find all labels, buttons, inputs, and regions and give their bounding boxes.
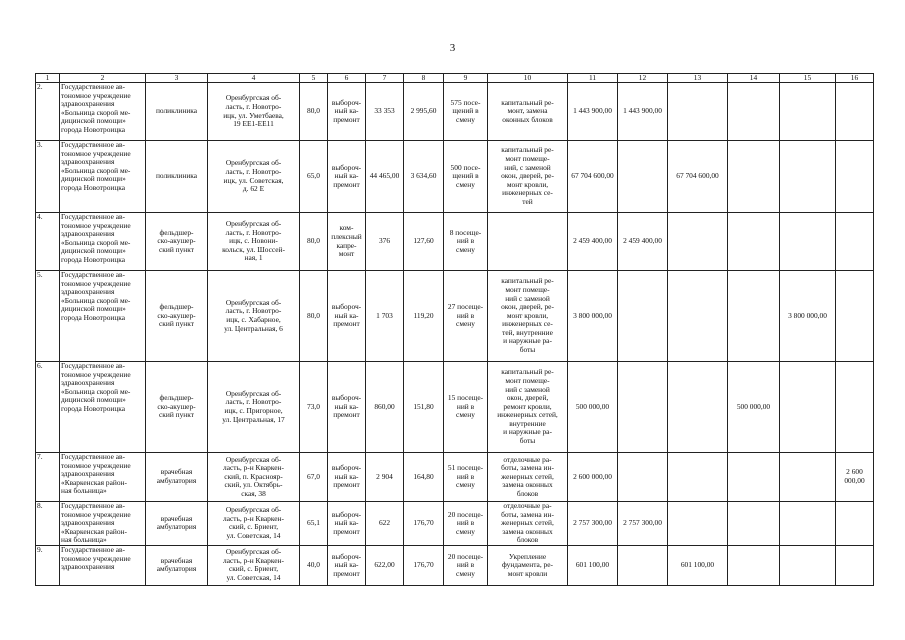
table-cell: 3 634,60 [404, 141, 444, 213]
column-header: 12 [618, 74, 668, 83]
column-header: 14 [728, 74, 780, 83]
column-header: 3 [146, 74, 208, 83]
table-row [36, 545, 874, 585]
table-cell: 2 459 400,00 [618, 213, 668, 271]
table-cell: выбороч- ный ка- премонт [328, 83, 366, 141]
table-cell: 8 посеще- ний в смену [444, 213, 488, 271]
table-cell: Оренбургская об- ласть, г. Новотро- ицк, с. Хабарное, ул. Центральная, 6 [208, 271, 300, 362]
table-cell: 119,20 [404, 271, 444, 362]
table-cell: 2 459 400,00 [568, 213, 618, 271]
table-cell [780, 453, 836, 502]
table-cell [780, 362, 836, 453]
table-cell: 1 443 900,00 [618, 83, 668, 141]
table-cell [668, 83, 728, 141]
table-cell [728, 271, 780, 362]
table-cell [728, 141, 780, 213]
table-cell: 80,0 [300, 83, 328, 141]
table-cell [836, 213, 874, 271]
table-cell: 20 посеще- ний в смену [444, 502, 488, 546]
table-cell: 27 посеще- ний в смену [444, 271, 488, 362]
table-cell [668, 502, 728, 546]
table-cell: выбороч- ный ка- премонт [328, 141, 366, 213]
table-cell [618, 141, 668, 213]
table-cell: 20 посеще- ний в смену [444, 545, 488, 585]
table-cell: 2. [36, 83, 60, 141]
column-header: 1 [36, 74, 60, 83]
table-cell: врачебная амбулатория [146, 502, 208, 546]
table-cell: 65,1 [300, 502, 328, 546]
table-row [36, 83, 874, 141]
table-cell: капитальный ре- монт помеще- ний с заменой окон, дверей, ре- монт кровли, инженерных се- тей, внутренние и наружные ра- боты [488, 271, 568, 362]
table-cell: выбороч- ный ка- премонт [328, 545, 366, 585]
table-cell: 6. [36, 362, 60, 453]
table-cell: 1 443 900,00 [568, 83, 618, 141]
table-cell: 601 100,00 [568, 545, 618, 585]
table-cell: Государственное ав- тономное учреждение здравоохранения «Больница скорой ме- дицинской помощи» города Новотроицка [60, 271, 146, 362]
table-cell: 176,70 [404, 502, 444, 546]
table-header-row [36, 74, 874, 83]
column-header: 16 [836, 74, 874, 83]
table-cell: 127,60 [404, 213, 444, 271]
column-header: 8 [404, 74, 444, 83]
table-row [36, 213, 874, 271]
table-cell: 44 465,00 [366, 141, 404, 213]
table-cell: 2 757 300,00 [618, 502, 668, 546]
table-cell: 5. [36, 271, 60, 362]
table-cell: 3 800 000,00 [568, 271, 618, 362]
table-cell [618, 271, 668, 362]
data-table [35, 73, 874, 586]
table-cell: Государственное ав- тономное учреждение здравоохранения «Больница скорой ме- дицинской помощи» города Новотроицка [60, 213, 146, 271]
table-cell: 67 704 600,00 [568, 141, 618, 213]
table-cell: врачебная амбулатория [146, 453, 208, 502]
table-cell [836, 502, 874, 546]
table-cell: Государственное ав- тономное учреждение здравоохранения «Больница скорой ме- дицинской помощи» города Новотроицка [60, 362, 146, 453]
table-cell: 73,0 [300, 362, 328, 453]
table-cell: капитальный ре- монт, замена оконных блоков [488, 83, 568, 141]
table-cell: отделочные ра- боты, замена ин- женерных сетей, замена оконных блоков [488, 453, 568, 502]
table-cell: выбороч- ный ка- премонт [328, 453, 366, 502]
column-header: 6 [328, 74, 366, 83]
table-cell: врачебная амбулатория [146, 545, 208, 585]
table-row [36, 502, 874, 546]
table-cell: ком- плексный капре- монт [328, 213, 366, 271]
table-cell: Государственное ав- тономное учреждение здравоохранения «Больница скорой ме- дицинской помощи» города Новотроицка [60, 83, 146, 141]
table-cell: 51 посеще- ний в смену [444, 453, 488, 502]
table-cell: 8. [36, 502, 60, 546]
table-cell: 860,00 [366, 362, 404, 453]
table-cell [836, 362, 874, 453]
table-cell [618, 362, 668, 453]
table-cell: 2 600 000,00 [568, 453, 618, 502]
table-cell: Оренбургская об- ласть, г. Новотро- ицк, ул. Уметбаева, 19 ЕЕ1-ЕЕ11 [208, 83, 300, 141]
table-cell: Оренбургская об- ласть, р-н Кваркен- ский, с. Бриент, ул. Советская, 14 [208, 545, 300, 585]
table-cell: Оренбургская об- ласть, г. Новотро- ицк, с. Пригорное, ул. Центральная, 17 [208, 362, 300, 453]
table-cell [488, 213, 568, 271]
table-cell: 575 посе- щений в смену [444, 83, 488, 141]
column-header: 15 [780, 74, 836, 83]
table-cell: 7. [36, 453, 60, 502]
table-cell: 80,0 [300, 213, 328, 271]
table-row [36, 141, 874, 213]
table-cell [780, 502, 836, 546]
table-cell: 67,0 [300, 453, 328, 502]
table-cell: 500 посе- щений в смену [444, 141, 488, 213]
table-cell: фельдшер- ско-акушер- ский пункт [146, 213, 208, 271]
column-header: 10 [488, 74, 568, 83]
table-cell: 601 100,00 [668, 545, 728, 585]
table-cell: 40,0 [300, 545, 328, 585]
table-cell [780, 545, 836, 585]
column-header: 11 [568, 74, 618, 83]
table-cell [728, 545, 780, 585]
table-cell: 2 904 [366, 453, 404, 502]
table-cell: 3 800 000,00 [780, 271, 836, 362]
table-cell: Оренбургская об- ласть, г. Новотро- ицк, ул. Советская, д. 62 Е [208, 141, 300, 213]
table-cell: Оренбургская об- ласть, р-н Кваркен- ский, с. Бриент, ул. Советская, 14 [208, 502, 300, 546]
table-cell: 65,0 [300, 141, 328, 213]
column-header: 4 [208, 74, 300, 83]
table-cell: 4. [36, 213, 60, 271]
table-cell: 3. [36, 141, 60, 213]
table-cell: 33 353 [366, 83, 404, 141]
column-header: 13 [668, 74, 728, 83]
table-cell [780, 141, 836, 213]
table-cell [618, 453, 668, 502]
table-cell: Оренбургская об- ласть, г. Новотро- ицк, с. Новони- кольск, ул. Шоссей- ная, 1 [208, 213, 300, 271]
table-cell: 15 посеще- ний в смену [444, 362, 488, 453]
table-cell: выбороч- ный ка- премонт [328, 502, 366, 546]
table-cell: 151,80 [404, 362, 444, 453]
table-row [36, 362, 874, 453]
page-number: 3 [449, 42, 456, 54]
table-cell: 1 703 [366, 271, 404, 362]
table-cell [780, 213, 836, 271]
table-row [36, 271, 874, 362]
table-cell [836, 545, 874, 585]
table-cell: 2 600 000,00 [836, 453, 874, 502]
table-cell [668, 362, 728, 453]
table-cell: 67 704 600,00 [668, 141, 728, 213]
table-cell [668, 453, 728, 502]
table-cell: Государственное ав- тономное учреждение здравоохранения «Кваркенская район- ная больница» [60, 502, 146, 546]
table-cell [668, 271, 728, 362]
table-cell: Государственное ав- тономное учреждение здравоохранения «Больница скорой ме- дицинской помощи» города Новотроицка [60, 141, 146, 213]
column-header: 5 [300, 74, 328, 83]
table-cell: 9. [36, 545, 60, 585]
table-cell [836, 271, 874, 362]
table-cell: 164,80 [404, 453, 444, 502]
table-cell [780, 83, 836, 141]
table-cell: 2 757 300,00 [568, 502, 618, 546]
table-cell [836, 141, 874, 213]
table-cell: Оренбургская об- ласть, р-н Кваркен- ский, п. Краснояр- ский, ул. Октябрь- ская, 38 [208, 453, 300, 502]
table-cell: фельдшер- ско-акушер- ский пункт [146, 362, 208, 453]
table-cell [836, 83, 874, 141]
table-cell [728, 502, 780, 546]
table-cell: 176,70 [404, 545, 444, 585]
table-cell [618, 545, 668, 585]
table-cell: выбороч- ный ка- премонт [328, 362, 366, 453]
table-cell: 80,0 [300, 271, 328, 362]
table-cell: Государственное ав- тономное учреждение здравоохранения «Кваркенская район- ная больница» [60, 453, 146, 502]
table-cell: 622,00 [366, 545, 404, 585]
table-cell: 500 000,00 [568, 362, 618, 453]
table-cell: капитальный ре- монт помеще- ний, с заменой окон, дверей, ре- монт кровли, инженерных се- тей [488, 141, 568, 213]
column-header: 9 [444, 74, 488, 83]
column-header: 2 [60, 74, 146, 83]
table-cell: отделочные ра- боты, замена ин- женерных сетей, замена оконных блоков [488, 502, 568, 546]
table-row [36, 453, 874, 502]
table-cell: поликлиника [146, 141, 208, 213]
table-cell [728, 213, 780, 271]
table-cell [728, 83, 780, 141]
column-header: 7 [366, 74, 404, 83]
table-cell: 376 [366, 213, 404, 271]
table-cell: 500 000,00 [728, 362, 780, 453]
table-cell [668, 213, 728, 271]
table-cell: Укрепление фундамента, ре- монт кровли [488, 545, 568, 585]
table-cell: 2 995,60 [404, 83, 444, 141]
table-cell: поликлиника [146, 83, 208, 141]
table-cell [728, 453, 780, 502]
table-cell: выбороч- ный ка- премонт [328, 271, 366, 362]
table-cell: 622 [366, 502, 404, 546]
table-cell: фельдшер- ско-акушер- ский пункт [146, 271, 208, 362]
table-cell: капитальный ре- монт помеще- ний с заменой окон, дверей, ремонт кровли, инженерных сетей, внутренние и наружные ра- боты [488, 362, 568, 453]
table-cell: Государственное ав- тономное учреждение здравоохранения [60, 545, 146, 585]
